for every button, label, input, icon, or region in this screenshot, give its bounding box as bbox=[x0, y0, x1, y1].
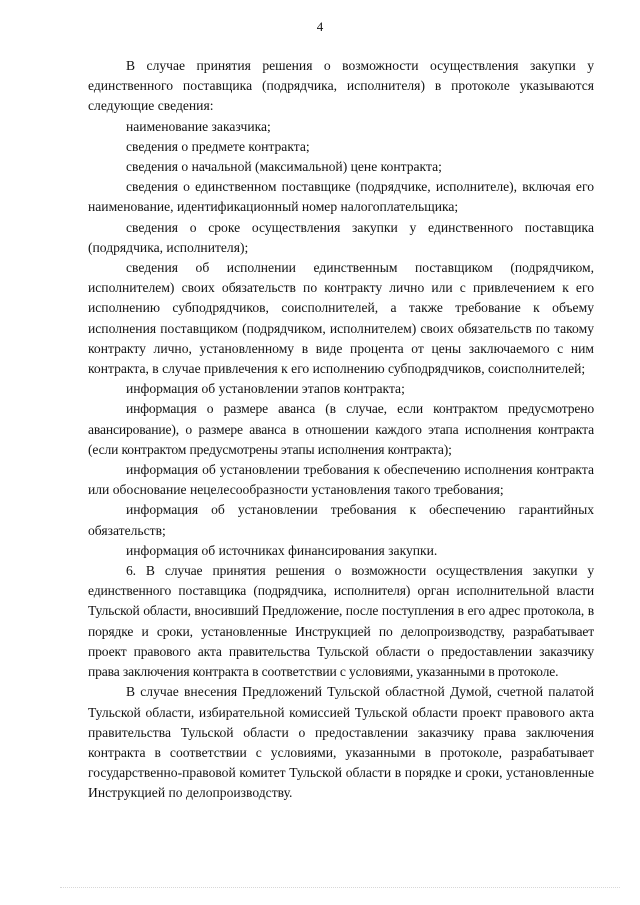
paragraph-intro: В случае принятия решения о возможности осуществления закупки у единственного поставщика (подрядчика, исполнителя) в протоколе указываются следующие сведения: bbox=[88, 58, 594, 114]
scan-footer-artifact bbox=[60, 887, 620, 894]
list-item-advance-payment: информация о размере аванса (в случае, если контрактом предусмотрено авансирование), о размере аванса в отношении каждого этапа исполнения контракта (если контрактом предусмотрены этапы исполнения контракта); bbox=[88, 401, 594, 457]
list-item-customer-name: наименование заказчика; bbox=[126, 118, 271, 134]
paragraph-duma-proposals: В случае внесения Предложений Тульской областной Думой, счетной палатой Тульской области, избирательной комиссией Тульской области проект правового акта правительства Тульской области о предоставлении заказчику права заключения контракта в соответствии с условиями, указанными в протоколе, разрабатывает государственно-правовой комитет Тульской области в порядке и сроки, установленные Инструкцией по делопроизводству. bbox=[88, 684, 594, 801]
paragraph-section-6: 6. В случае принятия решения о возможности осуществления закупки у единственного поставщика (подрядчика, исполнителя) орган исполнительной власти Тульской области, вносивший Предложение, после поступления в его адрес протокола, в порядке и сроки, установленные Инструкцией по делопроизводству, разрабатывает проект правового акта правительства Тульской области о предоставлении заказчику права заключения контракта в соответствии с условиями, указанными в протоколе. bbox=[88, 563, 594, 680]
page-number: 4 bbox=[316, 19, 324, 34]
list-item-procurement-term: сведения о сроке осуществления закупки у единственного поставщика (подрядчика, исполнителя); bbox=[88, 219, 594, 255]
list-item-single-supplier: сведения о единственном поставщике (подрядчике, исполнителе), включая его наименование, идентификационный номер налогоплательщика; bbox=[88, 179, 594, 215]
list-item-performance-security: информация об установлении требования к обеспечению исполнения контракта или обоснование нецелесообразности установления такого требования; bbox=[88, 462, 594, 498]
list-item-contract-stages: информация об установлении этапов контракта; bbox=[126, 381, 405, 397]
document-body bbox=[88, 56, 594, 804]
list-item-warranty-security: информация об установлении требования к обеспечению гарантийных обязательств; bbox=[88, 502, 594, 538]
list-item-obligations-execution: сведения об исполнении единственным поставщиком (подрядчиком, исполнителем) своих обязательств по контракту лично или с привлечением к его исполнению субподрядчиков, соисполнителей, а также требование к объему исполнения поставщиком (подрядчиком, исполнителем) своих обязательств по такому контракту лично, установленному в виде процента от цены заключаемого с ним контракта, в случае привлечения к его исполнению субподрядчиков, соисполнителей; bbox=[88, 260, 594, 377]
list-item-initial-price: сведения о начальной (максимальной) цене контракта; bbox=[126, 159, 442, 175]
list-item-contract-subject: сведения о предмете контракта; bbox=[126, 138, 310, 154]
list-item-funding-sources: информация об источниках финансирования закупки. bbox=[126, 542, 438, 558]
